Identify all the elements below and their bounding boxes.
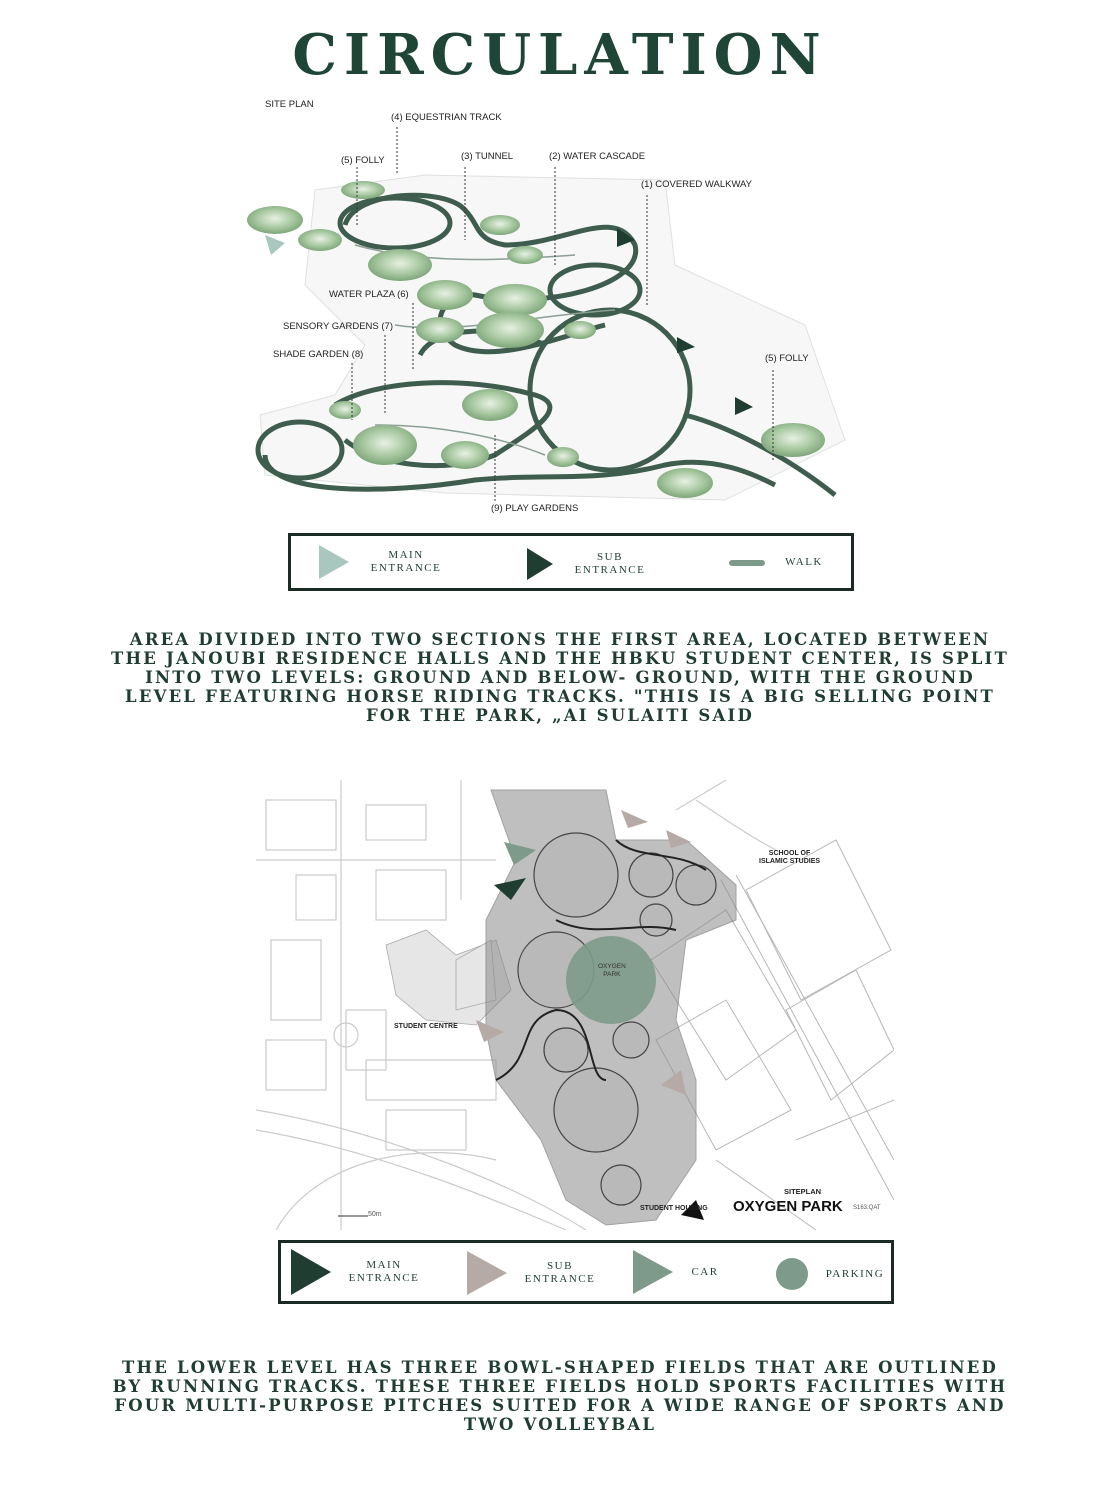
- label-siteplan: SITEPLAN: [784, 1187, 822, 1196]
- label-water-plaza: WATER PLAZA (6): [329, 289, 409, 300]
- site-plan-diagram: [245, 95, 850, 525]
- label-shade-garden: SHADE GARDEN (8): [273, 349, 364, 360]
- car-icon: [633, 1250, 675, 1294]
- oxygen-park-parking-area: [566, 936, 656, 1024]
- legend-sub-entrance: [527, 548, 655, 580]
- oxygen-park-drawing: [256, 780, 894, 1230]
- legend-walk: [729, 556, 829, 569]
- legend-site-plan: [288, 533, 854, 591]
- site-plan-drawing: [245, 95, 850, 525]
- legend-parking-label: PARKING: [825, 1267, 885, 1280]
- legend-sub-entrance-label: SUB ENTRANCE: [574, 551, 646, 576]
- description-paragraph-2: THE LOWER LEVEL HAS THREE BOWL-SHAPED FIELDS THAT ARE OUTLINED BY RUNNING TRACKS. THESE THREE FIELDS HOLD SPORTS FACILITIES WITH FOUR MULTI-PURPOSE PITCHES SUITED FOR A WIDE RANGE OF SPORTS AND TWO VOLLEYBAL: [112, 1358, 1008, 1434]
- legend-main-entrance: [319, 545, 451, 579]
- label-oxygen: OXYGEN: [598, 963, 626, 970]
- label-sensory-gardens: SENSORY GARDENS (7): [283, 321, 393, 332]
- legend-main-entrance-label: MAIN ENTRANCE: [370, 549, 442, 574]
- sub-entrance-marker: [621, 810, 648, 828]
- walk-line-icon: [729, 558, 767, 568]
- legend-car-label: CAR: [691, 1265, 719, 1278]
- parking-circle-icon: [775, 1257, 809, 1291]
- legend-main-entrance-2: [291, 1249, 429, 1295]
- legend-oxygen-park: [278, 1240, 894, 1304]
- label-school-of-islamic-studies: [759, 850, 820, 866]
- label-code: S163.QAT: [853, 1205, 881, 1211]
- label-equestrian-track: (4) EQUESTRIAN TRACK: [391, 112, 502, 123]
- label-student-centre: STUDENT CENTRE: [394, 1023, 458, 1030]
- sub-entrance-icon: [467, 1251, 509, 1295]
- main-entrance-marker: [265, 235, 285, 255]
- main-entrance-icon: [319, 545, 351, 579]
- label-folly-top: (5) FOLLY: [341, 155, 385, 166]
- main-entrance-icon: [291, 1249, 333, 1295]
- description-paragraph-1: AREA DIVIDED INTO TWO SECTIONS THE FIRST AREA, LOCATED BETWEEN THE JANOUBI RESIDENCE HALLS AND THE HBKU STUDENT CENTER, IS SPLIT INTO TWO LEVELS: GROUND AND BELOW- GROUND, WITH THE GROUND LEVEL FEATURING HORSE RIDING TRACKS. "THIS IS A BIG SELLING POINT FOR THE PARK, „AI SULAITI SAID: [111, 630, 1009, 725]
- label-site-plan: SITE PLAN: [265, 99, 314, 110]
- page-title: CIRCULATION: [292, 22, 828, 88]
- label-park: PARK: [603, 971, 621, 978]
- legend-sub-entrance-2: [467, 1251, 605, 1295]
- label-oxygen-park-inner: [598, 963, 626, 979]
- label-covered-walkway: (1) COVERED WALKWAY: [641, 179, 753, 190]
- label-oxygen-park: OXYGEN PARK: [733, 1198, 843, 1215]
- label-student-housing: STUDENT HOUSING: [640, 1205, 708, 1212]
- oxygen-park-site-plan: [256, 780, 894, 1230]
- label-water-cascade: (2) WATER CASCADE: [549, 151, 646, 162]
- legend-sub-entrance-2-label: SUB ENTRANCE: [524, 1260, 596, 1285]
- label-folly-right: (5) FOLLY: [765, 353, 809, 364]
- label-school-line-2: ISLAMIC STUDIES: [759, 858, 821, 865]
- label-play-gardens: (9) PLAY GARDENS: [491, 503, 579, 514]
- legend-car: [633, 1250, 725, 1294]
- sub-entrance-icon: [527, 548, 555, 580]
- legend-walk-label: WALK: [785, 556, 823, 568]
- legend-main-entrance-2-label: MAIN ENTRANCE: [348, 1259, 420, 1284]
- legend-parking: [775, 1257, 895, 1291]
- label-school-line-1: SCHOOL OF: [768, 850, 811, 857]
- label-tunnel: (3) TUNNEL: [461, 151, 514, 162]
- label-scale: 50m: [368, 1211, 382, 1218]
